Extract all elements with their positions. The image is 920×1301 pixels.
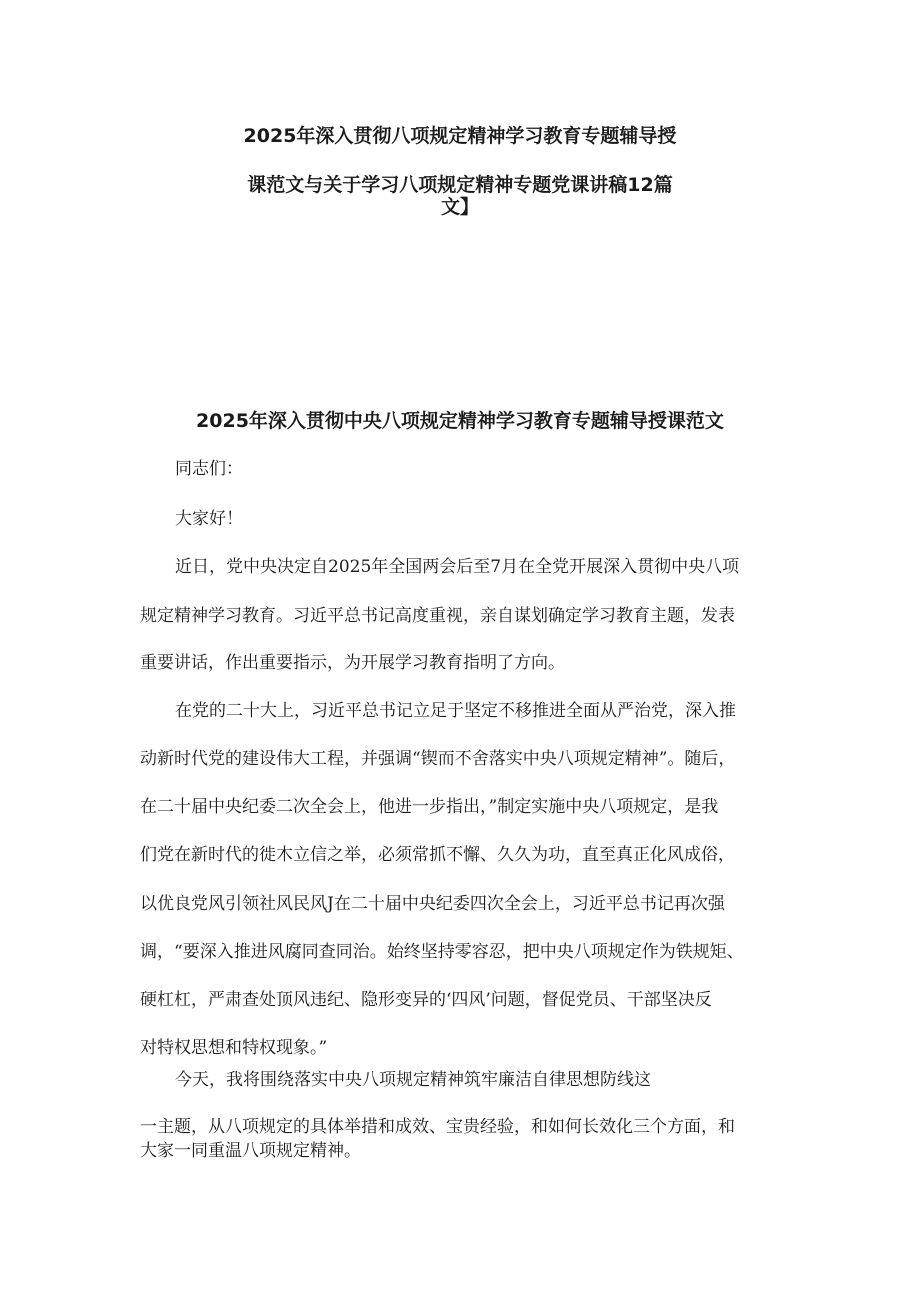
paragraph-2-line-3: 在二十届中央纪委二次全会上，他进一步指出，”制定实施中央八项规定，是我: [140, 797, 719, 817]
paragraph-2-line-7: 硬杠杠，严肃查处顶风违纪、隐形变异的‘四风’问题，督促党员、干部坚决反: [140, 990, 712, 1010]
paragraph-2-line-8: 对特权思想和特权现象。”: [140, 1038, 328, 1058]
paragraph-2-line-2: 动新时代党的建设伟大工程，并强调“锲而不舍落实中央八项规定精神”。随后，: [140, 749, 736, 769]
paragraph-2-line-5: 以优良党风引领社风民风J在二十届中央纪委四次全会上，习近平总书记再次强: [140, 894, 725, 914]
paragraph-2-line-1: 在党的二十大上，习近平总书记立足于坚定不移推进全面从严治党，深入推: [175, 701, 736, 721]
salutation-line: 大家好！: [175, 509, 243, 529]
paragraph-3-line-2: 一主题，从八项规定的具体举措和成效、宝贵经验，和如何长效化三个方面，和: [140, 1117, 735, 1137]
paragraph-2-line-4: 们党在新时代的徙木立信之举，必须常抓不懈、久久为功，直至真正化风成俗，: [140, 845, 735, 865]
document-title-line-2: 课范文与关于学习八项规定精神专题党课讲稿12篇: [247, 174, 673, 196]
paragraph-1-line-2: 规定精神学习教育。习近平总书记高度重视，亲自谋划确定学习教育主题，发表: [140, 606, 735, 626]
section-title: 2025年深入贯彻中央八项规定精神学习教育专题辅导授课范文: [196, 410, 724, 432]
paragraph-3-line-1: 今天，我将围绕落实中央八项规定精神筑牢廉洁自律思想防线这: [175, 1070, 651, 1090]
greeting-line: 同志们：: [175, 459, 243, 479]
paragraph-1-line-1: 近日，党中央决定自2025年全国两会后至7月在全党开展深入贯彻中央八项: [175, 557, 740, 577]
paragraph-3-line-3: 大家一同重温八项规定精神。: [140, 1141, 361, 1161]
paragraph-2-line-6: 调，“要深入推进风腐同查同治。始终坚持零容忍，把中央八项规定作为铁规矩、: [140, 942, 744, 962]
document-title-line-3: 文】: [440, 196, 479, 218]
paragraph-1-line-3: 重要讲话，作出重要指示，为开展学习教育指明了方向。: [140, 653, 565, 673]
document-title-line-1: 2025年深入贯彻八项规定精神学习教育专题辅导授: [243, 125, 677, 147]
